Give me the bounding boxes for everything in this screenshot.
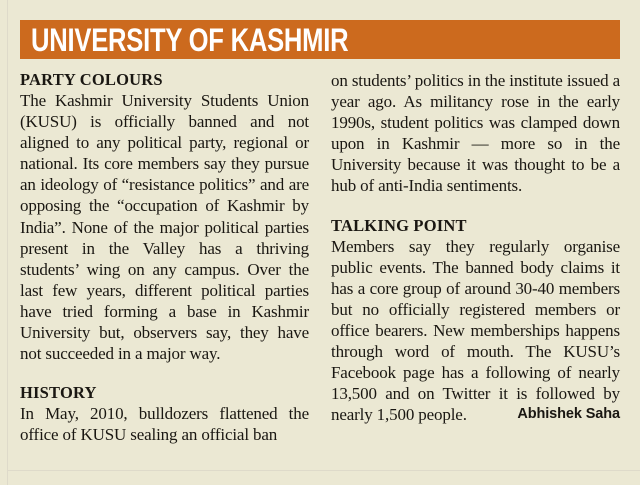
page-title: UNIVERSITY OF KASHMIR [31, 21, 349, 58]
section-heading-talking-point: TALKING POINT [331, 215, 467, 235]
section-heading-party-colours: PARTY COLOURS [20, 70, 163, 89]
continuation-paragraph: on students’ politics in the institute issued a year ago. As militancy rose in the early 1990s, student politics was clamped down upon in Kashmir — more so in the University because it was thought to be a hub of anti-India sentiments. [331, 71, 620, 196]
section-body-history: In May, 2010, bulldozers flattened the office of KUSU sealing an official ban [20, 404, 309, 445]
left-column [20, 70, 309, 465]
article-columns [20, 70, 620, 465]
section-heading-history: HISTORY [20, 383, 97, 403]
right-column [331, 70, 620, 465]
left-edge-rule [7, 0, 8, 485]
section-body-party-colours: The Kashmir University Students Union (KUSU) is officially banned and not aligned to any political party, regional or national. Its core members say they pursue an ideology of “resistance politics” and are opposing the “occupation of Kashmir by India”. None of the major political parties present in the Valley has a thriving students’ wing on any campus. Over the last few years, different political parties have tried forming a base in Kashmir University but, observers say, they have not succeeded in a major way. [20, 91, 309, 364]
byline-author: Abhishek Saha [517, 406, 620, 423]
section-body-talking-point: Members say they regularly organise public events. The banned body claims it has a core group of around 30-40 members but no officially registered members or office bearers. New memberships happens through word of mouth. The KUSU’s Facebook page has a following of nearly 13,500 and on Twitter it is followed by nearly 1,500 people. [331, 236, 620, 425]
header-banner [20, 20, 620, 59]
bottom-edge-rule [7, 470, 640, 471]
